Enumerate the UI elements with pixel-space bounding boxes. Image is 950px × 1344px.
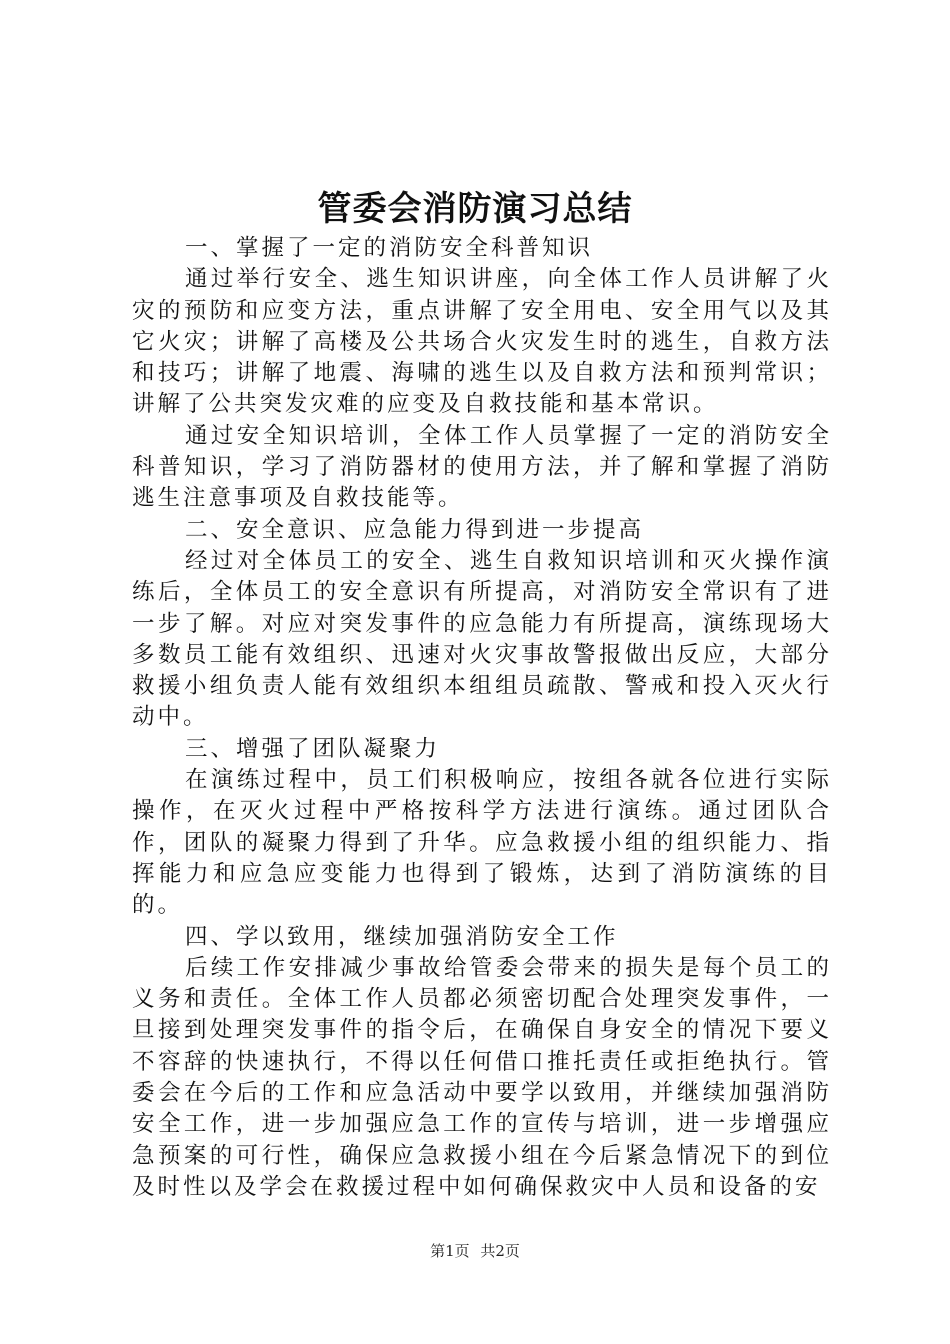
page-total: 共2页 (480, 1242, 520, 1260)
document-title: 管委会消防演习总结 (317, 189, 633, 229)
page-footer (0, 1241, 950, 1261)
section-heading-3: 三、增强了团队凝聚力 (185, 735, 441, 762)
paragraph: 后续工作安排减少事故给管委会带来的损失是每个员工的义务和责任。全体工作人员都必须密切配合处理突发事件，一旦接到处理突发事件的指令后，在确保自身安全的情况下要义不容辞的快速执行，不得以任何借口推托责任或拒绝执行。管委会在今后的工作和应急活动中要学以致用，并继续加强消防安全工作，进一步加强应急工作的宣传与培训，进一步增强应急预案的可行性，确保应急救援小组在今后紧急情况下的到位及时性以及学会在救援过程中如何确保救灾中人员和设备的安 (132, 954, 832, 1200)
paragraph: 在演练过程中，员工们积极响应，按组各就各位进行实际操作，在灭火过程中严格按科学方法进行演练。通过团队合作，团队的凝聚力得到了升华。应急救援小组的组织能力、指挥能力和应急应变能力也得到了锻炼，达到了消防演练的目的。 (132, 767, 832, 919)
paragraph: 通过安全知识培训，全体工作人员掌握了一定的消防安全科普知识，学习了消防器材的使用方法，并了解和掌握了消防逃生注意事项及自救技能等。 (132, 422, 832, 512)
page-number: 第1页 (430, 1242, 470, 1260)
paragraph: 通过举行安全、逃生知识讲座，向全体工作人员讲解了火灾的预防和应变方法，重点讲解了安全用电、安全用气以及其它火灾；讲解了高楼及公共场合火灾发生时的逃生，自救方法和技巧；讲解了地震、海啸的逃生以及自救方法和预判常识；讲解了公共突发灾难的应变及自救技能和基本常识。 (132, 266, 832, 418)
section-heading-1: 一、掌握了一定的消防安全科普知识 (185, 235, 594, 261)
document-body (132, 233, 832, 1203)
paragraph: 经过对全体员工的安全、逃生自救知识培训和灭火操作演练后，全体员工的安全意识有所提高，对消防安全常识有了进一步了解。对应对突发事件的应急能力有所提高，演练现场大多数员工能有效组织、迅速对火灾事故警报做出反应，大部分救援小组负责人能有效组织本组组员疏散、警戒和投入灭火行动中。 (132, 547, 832, 731)
section-heading-2: 二、安全意识、应急能力得到进一步提高 (185, 516, 645, 543)
section-heading-4: 四、学以致用，继续加强消防安全工作 (185, 923, 619, 950)
